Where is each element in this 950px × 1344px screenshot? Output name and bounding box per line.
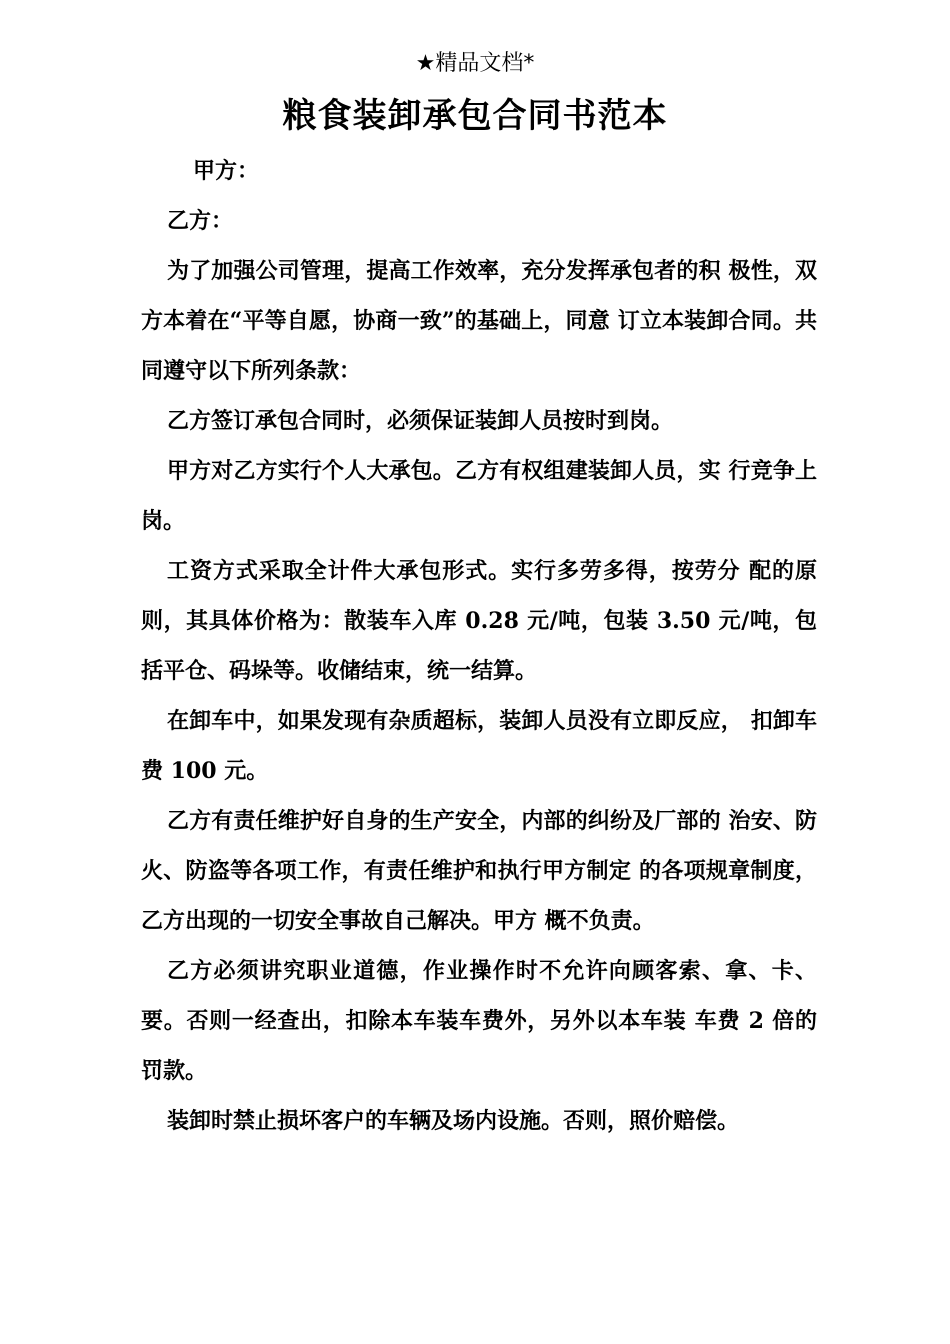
document-title: 粮食装卸承包合同书范本 bbox=[282, 96, 668, 136]
document-body bbox=[141, 146, 817, 1146]
paragraph-intro: 为了加强公司管理，提高工作效率，充分发挥承包者的积 极性，双方本着在“平等自愿，协商一致”的基础上，同意 订立本装卸合同。共同遵守以下所列条款： bbox=[141, 258, 817, 384]
paragraph-clause-1: 乙方签订承包合同时，必须保证装卸人员按时到岗。 bbox=[167, 408, 674, 434]
paragraph-clause-3: 工资方式采取全计件大承包形式。实行多劳多得，按劳分 配的原则，其具体价格为：散装车入库 0.28 元/吨，包装 3.50 元/吨，包括平仓、码垛等。收储结束，统一结算。 bbox=[141, 558, 817, 684]
header-mark: ★精品文档* bbox=[415, 51, 535, 76]
paragraph-clause-5: 乙方有责任维护好自身的生产安全，内部的纠纷及厂部的 治安、防火、防盗等各项工作，有责任维护和执行甲方制定 的各项规章制度，乙方出现的一切安全事故自己解决。甲方 概不负责。 bbox=[141, 808, 817, 934]
paragraph-clause-6: 乙方必须讲究职业道德，作业操作时不允许向顾客索、拿、卡、要。否则一经查出，扣除本车装车费外，另外以本车装 车费 2 倍的罚款。 bbox=[141, 958, 817, 1084]
paragraph-clause-2: 甲方对乙方实行个人大承包。乙方有权组建装卸人员，实 行竞争上岗。 bbox=[141, 458, 817, 534]
paragraph-clause-4: 在卸车中，如果发现有杂质超标，装卸人员没有立即反应， 扣卸车费 100 元。 bbox=[141, 708, 817, 784]
party-a-label: 甲方： bbox=[193, 158, 260, 184]
paragraph-clause-7: 装卸时禁止损坏客户的车辆及场内设施。否则，照价赔偿。 bbox=[167, 1108, 740, 1134]
party-b-label: 乙方： bbox=[167, 208, 234, 234]
